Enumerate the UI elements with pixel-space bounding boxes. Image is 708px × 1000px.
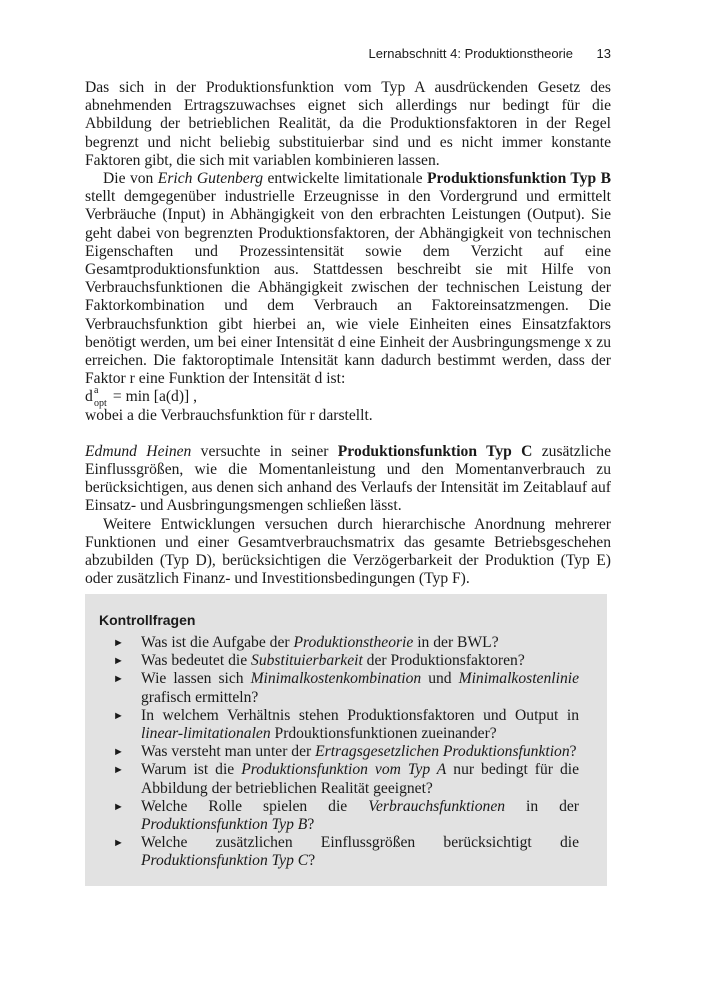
p4-text-b: zusätzliche Einflussgrößen, wie die Momentanleistung und den Momentanverbrauch zu berücksichtigen, aus denen sich anhand des Verlaufs der Intensität im Zeitablauf auf Einsatz- und Ausbringungsmengen schließen lässt. <box>85 442 611 515</box>
bullet-icon: ► <box>113 837 124 850</box>
formula-sub: opt <box>94 398 107 410</box>
page-number: 13 <box>596 46 611 61</box>
question-item: ► Was versteht man unter der Ertragsgesetzlichen Produktionsfunktion? <box>113 743 577 761</box>
question-item: ► Was bedeutet die Substituierbarkeit der Produktionsfaktoren? <box>113 652 525 670</box>
bullet-icon: ► <box>113 637 124 649</box>
paragraph-2 <box>85 170 611 388</box>
p2-text-c: stellt demgegenüber industrielle Erzeugnisse in den Vordergrund und ermittelt Verbräuche (Input) in Abhängigkeit von den erbrachten Leistungen (Output). Sie geht dabei von begrenzten Produktionsfaktoren, der Abhängigkeit von technischen Eigenschaften und Prozessintensität sowie dem Verzicht auf eine Gesamtproduktionsfunktion aus. Stattdessen beschreibt sie mit Hilfe von Verbrauchsfunktionen die Abhängigkeit zwischen der technischen Leistung der Faktorkombination und dem Verbrauch an Faktoreinsatzmengen. Die Verbrauchsfunktion gibt hierbei an, wie viele Einheiten eines Einsatzfaktors benötigt werden, um bei einer Intensität d eine Einheit der Ausbringungsmenge x zu erreichen. Die faktoroptimale Intensität kann dadurch bestimmt werden, dass der Faktor r eine Funktion der Intensität d ist: <box>85 188 611 388</box>
p2-text-b: entwickelte limitationale <box>263 170 428 188</box>
formula-rest: = min [a(d)] , <box>109 388 198 406</box>
question-list <box>99 634 579 871</box>
page-header <box>85 46 611 66</box>
formula-base: d <box>85 388 93 406</box>
box-title: Kontrollfragen <box>99 612 196 628</box>
question-item: ► Was ist die Aufgabe der Produktionstheorie in der BWL? <box>113 634 499 651</box>
question-item: ► Warum ist die Produktionsfunktion vom Typ A nur bedingt für die Abbildung der betrieblichen Realität geeignet? <box>113 761 579 797</box>
p4-text-a: versuchte in seiner <box>191 442 338 460</box>
paragraph-5: Weitere Entwicklungen versuchen durch hierarchische Anordnung mehrerer Funktionen und einer Gesamtverbrauchsmatrix das gesamte Betriebsgeschehen abzubilden (Typ D), berücksichtigen die Verzögerbarkeit der Produktion (Typ E) oder zusätzlich Finanz- und Investitionsbedingungen (Typ F). <box>85 515 611 588</box>
bullet-icon: ► <box>113 800 124 813</box>
kontrollfragen-box <box>85 594 607 886</box>
author-heinen: Edmund Heinen <box>85 442 192 460</box>
bullet-icon: ► <box>113 709 124 722</box>
question-item: ► Welche Rolle spielen die Verbrauchsfunktionen in der Produktionsfunktion Typ B? <box>113 797 579 834</box>
chapter-title: Lernabschnitt 4: Produktionstheorie <box>368 46 573 61</box>
bullet-icon: ► <box>113 746 124 759</box>
bullet-icon: ► <box>113 764 124 777</box>
author-gutenberg: Erich Gutenberg <box>157 170 263 188</box>
formula-sup: a <box>94 385 99 397</box>
bullet-icon: ► <box>113 655 124 668</box>
formula <box>85 385 611 410</box>
term-typ-c: Produktionsfunktion Typ C <box>337 442 533 460</box>
question-item: ► Welche zusätzlichen Einflussgrößen berücksichtigt die Produktionsfunktion Typ C? <box>113 834 579 870</box>
bullet-icon: ► <box>113 673 124 686</box>
p2-text-a: Die von <box>103 170 158 188</box>
body-text <box>85 79 611 588</box>
paragraph-1: Das sich in der Produktionsfunktion vom Typ A ausdrückenden Gesetz des abnehmenden Ertragszuwachses eignet sich allerdings nur bedingt für die Abbildung der betrieblichen Realität, da die Produktionsfaktoren in der Regel begrenzt und nicht beliebig substituierbar sind und es nicht immer konstante Faktoren gibt, die sich mit variablen kombinieren lassen. <box>85 79 611 169</box>
paragraph-4 <box>85 443 611 516</box>
question-item: ► Wie lassen sich Minimalkostenkombination und Minimalkostenlinie grafisch ermitteln? <box>113 670 579 706</box>
question-item: ► In welchem Verhältnis stehen Produktionsfaktoren und Output in linear-limitationalen Prdouktionsfunktionen zueinander? <box>113 706 579 743</box>
term-typ-b: Produktionsfunktion Typ B <box>427 170 611 188</box>
paragraph-3: wobei a die Verbrauchsfunktion für r darstellt. <box>85 406 373 424</box>
